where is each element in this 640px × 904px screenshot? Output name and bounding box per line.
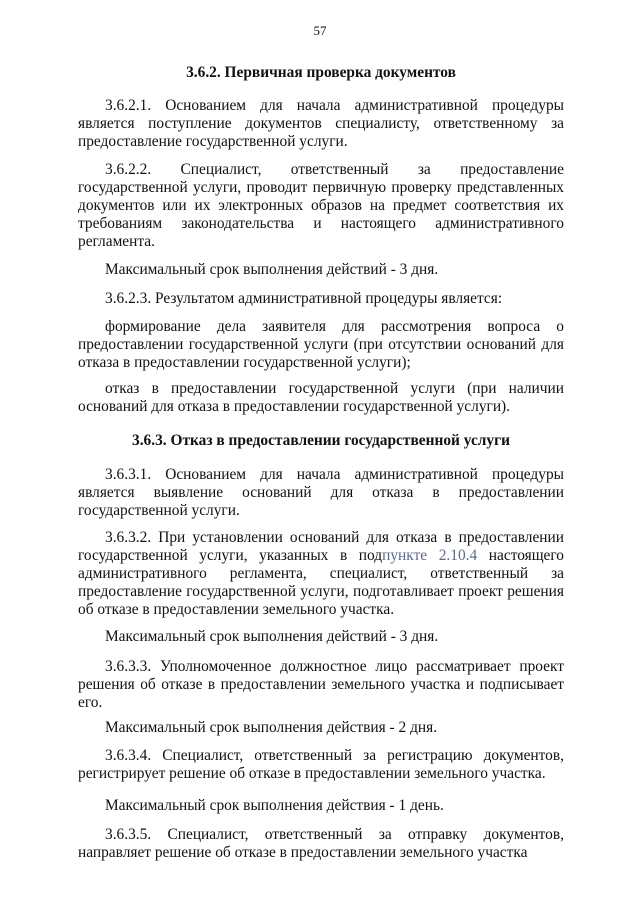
paragraph-3-6-3-2-text-start: 3.6.3.2. При установлении оснований для отказа в предоставлении государственной услуги, указанных в под (78, 529, 564, 564)
paragraph-3-6-3-5: 3.6.3.5. Специалист, ответственный за отправку документов, направляет решение об отказе в предоставлении земельного участка (78, 826, 564, 861)
paragraph-max-term-1: Максимальный срок выполнения действий - 3 дня. (105, 261, 439, 278)
paragraph-3-6-2-2: 3.6.2.2. Специалист, ответственный за предоставление государственной услуги, проводит первичную проверку представленных документов или их электронных образов на предмет соответствия их требованиям законодательства и настоящего административного регламента. (78, 161, 564, 250)
section-heading-3-6-3: 3.6.3. Отказ в предоставлении государственной услуги (132, 432, 510, 449)
paragraph-max-term-3: Максимальный срок выполнения действия - 2 дня. (105, 719, 438, 736)
paragraph-result-formation: формирование дела заявителя для рассмотрения вопроса о предоставлении государственной услуги (при отсутствии оснований для отказа в предоставлении государственной услуги); (78, 318, 564, 371)
paragraph-3-6-3-1: 3.6.3.1. Основанием для начала административной процедуры является выявление оснований для отказа в предоставлении государственной услуги. (78, 466, 564, 519)
page-number: 57 (313, 23, 327, 38)
section-heading-3-6-2: 3.6.2. Первичная проверка документов (186, 64, 456, 81)
paragraph-3-6-3-2-text-end: настоящего административного регламента, специалист, ответственный за предоставление государственной услуги, подготавливает проект решения об отказе в предоставлении земельного участка. (78, 547, 565, 618)
subclause-link-2-10-4[interactable]: пункте 2.10.4 (382, 547, 478, 564)
paragraph-max-term-4: Максимальный срок выполнения действия - 1 день. (105, 797, 444, 814)
paragraph-3-6-2-1: 3.6.2.1. Основанием для начала административной процедуры является поступление документов специалисту, ответственному за предоставление государственной услуги. (78, 97, 564, 150)
paragraph-3-6-3-4: 3.6.3.4. Специалист, ответственный за регистрацию документов, регистрирует решение об отказе в предоставлении земельного участка. (78, 747, 564, 782)
paragraph-max-term-2: Максимальный срок выполнения действий - 3 дня. (105, 628, 439, 645)
paragraph-3-6-3-3: 3.6.3.3. Уполномоченное должностное лицо рассматривает проект решения об отказе в предоставлении земельного участка и подписывает его. (78, 658, 564, 711)
paragraph-result-refusal: отказ в предоставлении государственной услуги (при наличии оснований для отказа в предоставлении государственной услуги). (78, 380, 564, 415)
paragraph-3-6-3-2 (78, 529, 564, 619)
paragraph-3-6-2-3: 3.6.2.3. Результатом административной процедуры является: (105, 290, 503, 307)
